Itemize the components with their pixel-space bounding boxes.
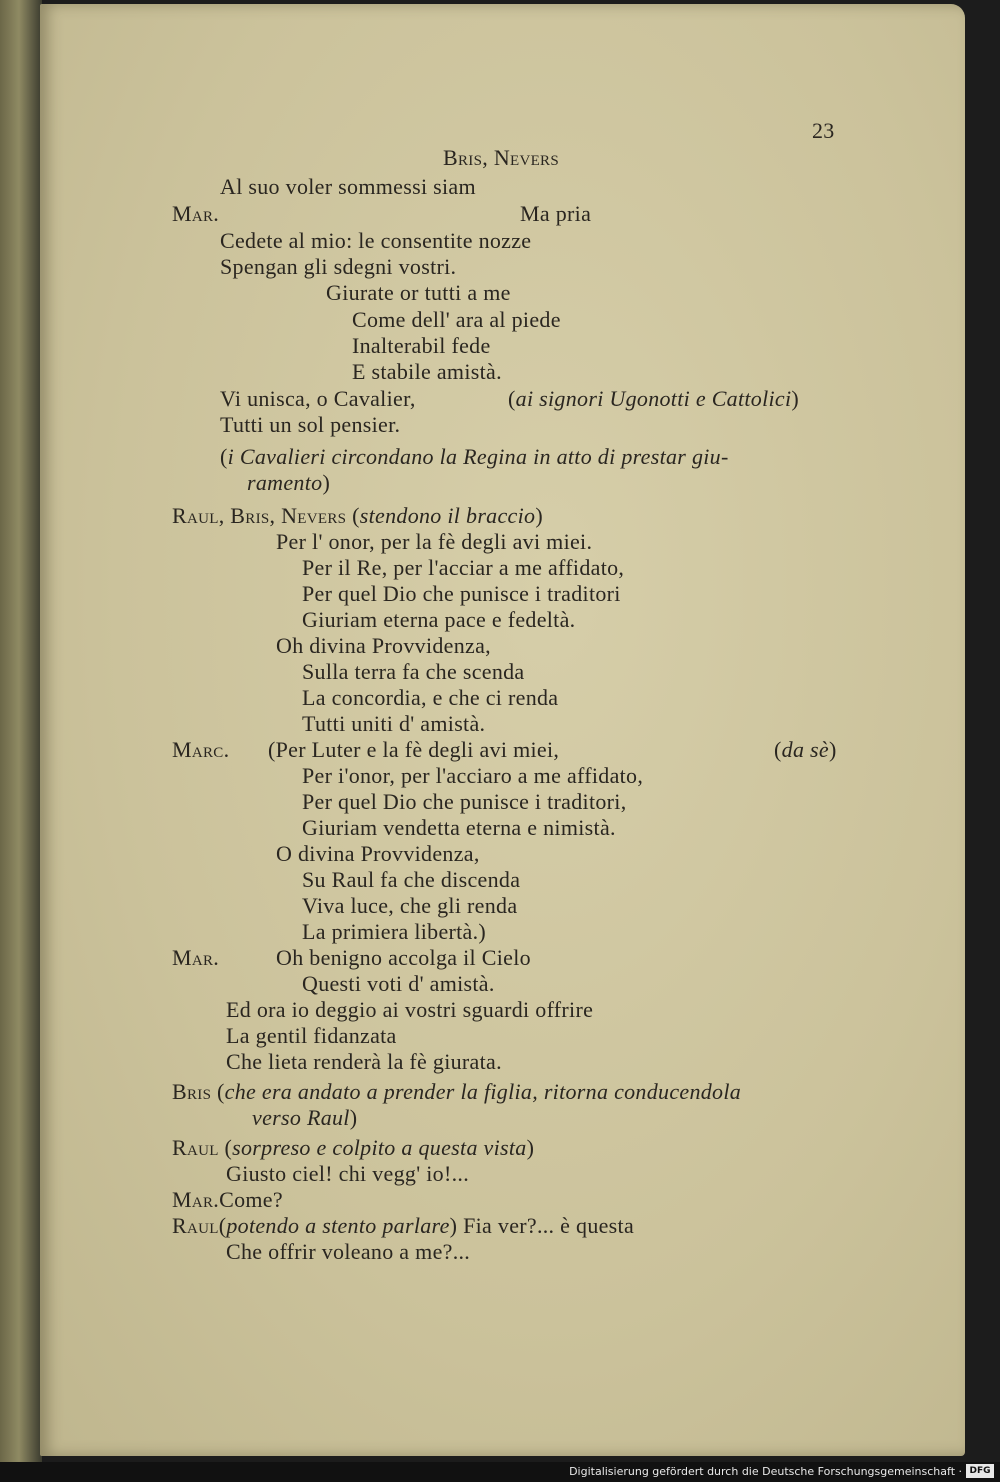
- text-line: [352, 307, 561, 333]
- text-span: Giusto ciel! chi vegg' io!...: [226, 1161, 469, 1186]
- character-name: Raul, Bris, Nevers: [172, 503, 347, 528]
- text-line: [326, 280, 511, 306]
- text-span: Sulla terra fa che scenda: [302, 659, 525, 684]
- text-line: [276, 841, 480, 867]
- italic-text: stendono il braccio: [359, 503, 536, 528]
- character-name: Mar.: [172, 1187, 220, 1212]
- text-line: [276, 633, 491, 659]
- text-span: Inalterabil fede: [352, 333, 491, 358]
- stage-direction: [247, 470, 330, 496]
- text-span: Tutti uniti d' amistà.: [302, 711, 486, 736]
- text-span: Spengan gli sdegni vostri.: [220, 254, 457, 279]
- stage-direction: [172, 1135, 534, 1161]
- text-span: Ed ora io deggio ai vostri sguardi offrire: [226, 997, 594, 1022]
- page-number: 23: [812, 118, 835, 143]
- text-span: Per il Re, per l'acciar a me affidato,: [302, 555, 625, 580]
- text-line: [172, 1213, 634, 1239]
- text-line: [443, 145, 559, 171]
- speaker-label: [172, 945, 219, 971]
- italic-text: verso Raul: [252, 1105, 350, 1130]
- speaker-label: [172, 201, 219, 227]
- text-line: [276, 529, 592, 555]
- text-line: [220, 174, 476, 200]
- text-line: [302, 815, 616, 841]
- text-line: [276, 945, 531, 971]
- text-line: [268, 737, 559, 763]
- text-span: Giuriam eterna pace e fedeltà.: [302, 607, 576, 632]
- text-span: La primiera libertà.): [302, 919, 487, 944]
- stage-direction: [172, 1079, 741, 1105]
- text-span: Come dell' ara al piede: [352, 307, 561, 332]
- text-span: E stabile amistà.: [352, 359, 502, 384]
- text-line: [226, 1239, 470, 1265]
- text-span: ): [828, 737, 837, 762]
- character-name: Bris, Nevers: [443, 145, 560, 170]
- text-span: Giuriam vendetta eterna e nimistà.: [302, 815, 616, 840]
- text-span: Tutti un sol pensier.: [220, 412, 401, 437]
- text-line: [302, 893, 517, 919]
- text-line: [302, 971, 495, 997]
- text-line: [302, 581, 621, 607]
- text-span: Ma pria: [520, 201, 592, 226]
- speaker-label: [172, 1187, 283, 1213]
- text-span: Cedete al mio: le consentite nozze: [220, 228, 532, 253]
- text-span: La gentil fidanzata: [226, 1023, 397, 1048]
- italic-text: ramento: [247, 470, 323, 495]
- speaker-label: [172, 737, 229, 763]
- italic-text: i Cavalieri circondano la Regina in atto di prestar giu-: [227, 444, 729, 469]
- text-span: ): [791, 386, 800, 411]
- stage-direction: [774, 737, 837, 763]
- book-spine-edge: [0, 0, 42, 1462]
- character-name: Marc.: [172, 737, 230, 762]
- text-line: [302, 867, 520, 893]
- text-line: [302, 607, 575, 633]
- text-line: [220, 254, 456, 280]
- text-span: Viva luce, che gli renda: [302, 893, 518, 918]
- italic-text: da sè: [781, 737, 829, 762]
- character-name: Raul: [172, 1135, 219, 1160]
- text-span: Al suo voler sommessi siam: [220, 174, 476, 199]
- text-span: ): [535, 503, 543, 528]
- text-span: ): [349, 1105, 358, 1130]
- text-line: [226, 997, 593, 1023]
- speaker-label: [172, 503, 543, 529]
- text-span: Questi voti d' amistà.: [302, 971, 495, 996]
- text-line: [302, 685, 558, 711]
- character-name: Mar.: [172, 201, 220, 226]
- stage-direction: [508, 386, 799, 412]
- text-line: [220, 228, 531, 254]
- text-span: Vi unisca, o Cavalier,: [220, 386, 416, 411]
- text-line: [302, 919, 486, 945]
- text-line: [302, 555, 624, 581]
- text-line: [352, 333, 491, 359]
- text-span: Per l' onor, per la fè degli avi miei.: [276, 529, 593, 554]
- text-span: (: [346, 503, 360, 528]
- text-line: [220, 412, 400, 438]
- text-span: ): [526, 1135, 535, 1160]
- text-line: [352, 359, 502, 385]
- text-line: [226, 1023, 397, 1049]
- text-span: Che offrir voleano a me?...: [226, 1239, 471, 1264]
- text-span: (: [218, 1213, 227, 1238]
- text-span: Su Raul fa che discenda: [302, 867, 521, 892]
- text-span: Per i'onor, per l'acciaro a me affidato,: [302, 763, 644, 788]
- text-span: (: [774, 737, 782, 762]
- text-span: (: [220, 444, 228, 469]
- footer-credit: Digitalisierung gefördert durch die Deutsche Forschungsgemeinschaft ·: [569, 1465, 962, 1478]
- text-span: O divina Provvidenza,: [276, 841, 480, 866]
- character-name: Bris: [172, 1079, 212, 1104]
- text-span: Oh benigno accolga il Cielo: [276, 945, 531, 970]
- text-span: Come?: [219, 1187, 283, 1212]
- italic-text: ai signori Ugonotti e Cattolici: [515, 386, 792, 411]
- text-span: Giurate or tutti a me: [326, 280, 511, 305]
- italic-text: potendo a stento parlare: [226, 1213, 450, 1238]
- stage-direction: [220, 444, 729, 470]
- text-line: [302, 659, 525, 685]
- text-line: [302, 711, 485, 737]
- text-span: (: [508, 386, 516, 411]
- text-line: [220, 386, 416, 412]
- text-span: ) Fia ver?... è questa: [449, 1213, 635, 1238]
- text-span: ): [322, 470, 331, 495]
- text-span: La concordia, e che ci renda: [302, 685, 559, 710]
- text-line: [226, 1161, 469, 1187]
- text-span: Per quel Dio che punisce i traditori,: [302, 789, 627, 814]
- italic-text: sorpreso e colpito a questa vista: [232, 1135, 527, 1160]
- italic-text: che era andato a prender la figlia, ritorna conducendola: [224, 1079, 742, 1104]
- text-span: (: [218, 1135, 233, 1160]
- text-span: Oh divina Provvidenza,: [276, 633, 491, 658]
- text-span: (: [211, 1079, 225, 1104]
- text-line: [226, 1049, 502, 1075]
- text-line: [302, 789, 627, 815]
- dfg-logo: DFG: [966, 1464, 994, 1478]
- text-span: (Per Luter e la fè degli avi miei,: [268, 737, 560, 762]
- text-span: Per quel Dio che punisce i traditori: [302, 581, 621, 606]
- character-name: Raul: [172, 1213, 219, 1238]
- character-name: Mar.: [172, 945, 220, 970]
- text-line: [520, 201, 591, 227]
- text-line: [302, 763, 643, 789]
- text-span: Che lieta renderà la fè giurata.: [226, 1049, 502, 1074]
- stage-direction: [252, 1105, 357, 1131]
